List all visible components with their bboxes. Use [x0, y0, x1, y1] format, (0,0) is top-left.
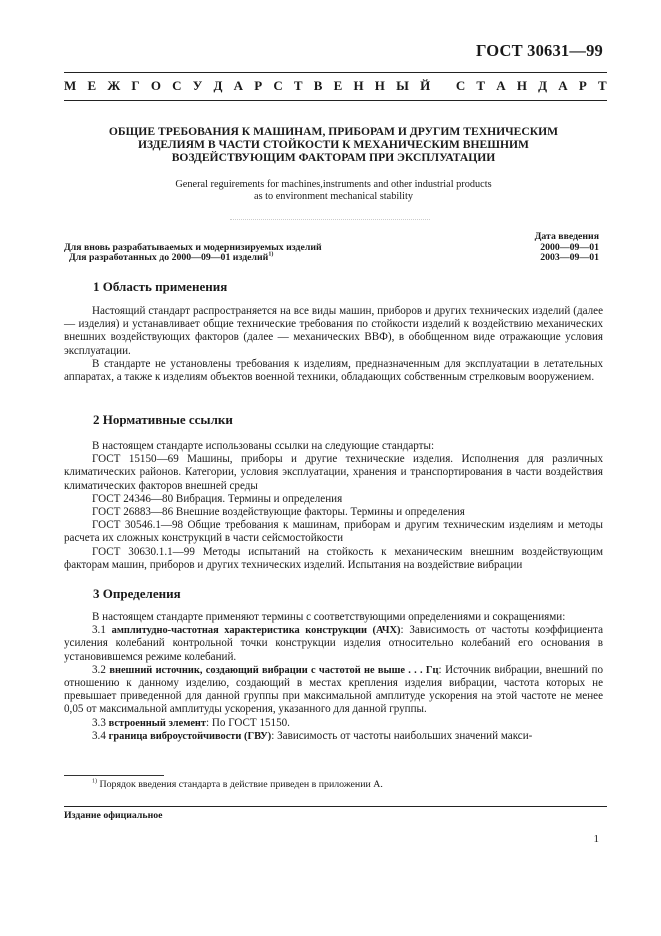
introduction-dates — [64, 232, 599, 264]
intro-row-date: 2003—09—01 — [540, 252, 599, 263]
banner-letter: М — [64, 78, 77, 93]
date-label: Дата введения — [534, 231, 599, 242]
banner-letter: Ы — [396, 78, 409, 93]
definition-text: : По ГОСТ 15150. — [206, 716, 290, 729]
definition-term: внешний источник, создающий вибрации с частотой не выше . . . Гц — [109, 664, 439, 676]
document-title-ru — [70, 125, 597, 164]
title-line: ИЗДЕЛИЯМ В ЧАСТИ СТОЙКОСТИ К МЕХАНИЧЕСКИМ ВНЕШНИМ — [138, 138, 529, 151]
footnote-mark: 1) — [92, 778, 97, 785]
definition-item — [64, 717, 603, 730]
banner-letter: Е — [87, 78, 97, 93]
gost-number: ГОСТ 30631—99 — [475, 41, 603, 60]
document-title-en — [70, 179, 597, 202]
section-heading-definitions: 3 Определения — [93, 586, 181, 601]
banner-letter: Д — [538, 78, 548, 93]
banner-letter: Т — [293, 78, 303, 93]
banner-letter: Е — [333, 78, 343, 93]
banner-letter: Д — [213, 78, 223, 93]
reference-item: ГОСТ 15150—69 Машины, приборы и другие технические изделия. Исполнения для различных климатических районов. Категории, условия эксплуатации, хранения и транспортирования в части воздействия климатических факторов внешней среды — [64, 453, 603, 492]
definition-text: : Зависимость от частоты коэффициента усиления колебаний контрольной точки конструкции изделия относительно колебаний его основания в установившемся режиме колебаний. — [64, 624, 604, 663]
banner-letter: О — [150, 78, 161, 93]
banner-letter: Р — [578, 78, 587, 93]
footnote — [92, 779, 383, 790]
top-rule — [64, 72, 607, 73]
section-scope-body — [64, 305, 603, 384]
section-definitions-body — [64, 611, 603, 743]
footnote-rule — [64, 775, 164, 776]
page-number: 1 — [593, 833, 599, 845]
definition-term: встроенный элемент — [108, 717, 207, 729]
banner-letter: А — [496, 78, 506, 93]
definition-number: 3.1 — [92, 624, 106, 637]
banner-letter: А — [233, 78, 243, 93]
paragraph: В стандарте не установлены требования к изделиям, предназначенным для эксплуатации в летательных аппаратах, а также к изделиям объектов военной техники, обладающих собственным стрелковым вооружением. — [64, 357, 603, 384]
banner-rule — [64, 100, 607, 101]
definition-item — [64, 624, 603, 664]
definition-number: 3.3 — [92, 716, 106, 729]
definition-text: : Источник вибрации, внешний по отношению к данному изделию, создающий в местах крепления изделия вибрации, частота которых не превышает приведенной для данной группы при максимальной амплитуде ускорения на этой частоте не менее 0,05 от максимальной амплитуды ускорения, указанного для данной группы. — [64, 663, 603, 716]
footer-rule — [64, 806, 607, 807]
footnote-text: Порядок введения стандарта в действие приведен в приложении А. — [99, 779, 383, 790]
reference-item: ГОСТ 26883—86 Внешние воздействующие факторы. Термины и определения — [92, 506, 465, 519]
edition-label: Издание официальное — [64, 810, 163, 821]
banner-letter: С — [273, 78, 283, 93]
banner-letter: Т — [476, 78, 486, 93]
reference-item: ГОСТ 24346—80 Вибрация. Термины и определения — [92, 492, 343, 505]
banner-letter: Р — [254, 78, 263, 93]
intro-row-label: Для разработанных до 2000—09—01 изделий — [69, 252, 269, 263]
intro-row-label: Для вновь разрабатываемых и модернизируемых изделий — [64, 241, 322, 253]
intro-row-date: 2000—09—01 — [540, 241, 599, 253]
title-line: ВОЗДЕЙСТВУЮЩИМ ФАКТОРАМ ПРИ ЭКСПЛУАТАЦИИ — [171, 151, 496, 164]
banner-letter: Т — [598, 78, 607, 93]
section-heading-scope: 1 Область применения — [93, 279, 228, 294]
definition-term: граница виброустойчивости (ГВУ) — [108, 730, 272, 742]
paragraph: В настоящем стандарте применяют термины с соответствующими определениями и сокращениями: — [92, 611, 566, 623]
faint-divider — [230, 219, 430, 220]
subtitle-line: as to environment mechanical stability — [254, 190, 413, 202]
definition-item — [64, 664, 603, 717]
definition-number: 3.4 — [92, 729, 106, 742]
banner-letter: С — [172, 78, 182, 93]
paragraph: Настоящий стандарт распространяется на все виды машин, приборов и других технических изделий (далее — изделия) и устанавливает общие технические требования по стойкости изделий к воздействию механических внешних воздействующих факторов (далее — механических ВВФ), в обобщенном виде отражающие условия эксплуатации. — [64, 305, 603, 357]
banner-letter: Н — [353, 78, 364, 93]
subtitle-line: General reguirements for machines,instruments and other industrial products — [175, 179, 492, 190]
paragraph: В настоящем стандарте использованы ссылки на следующие стандарты: — [92, 440, 435, 452]
banner-letter: В — [313, 78, 323, 93]
banner-letter: А — [558, 78, 568, 93]
title-line: ОБЩИЕ ТРЕБОВАНИЯ К МАШИНАМ, ПРИБОРАМ И ДРУГИМ ТЕХНИЧЕСКИМ — [108, 125, 559, 138]
banner-gap — [441, 78, 444, 94]
banner-letter: Г — [131, 78, 140, 93]
section-heading-references: 2 Нормативные ссылки — [93, 412, 233, 427]
definition-term: амплитудно-частотная характеристика конструкции (АЧХ) — [111, 625, 401, 637]
definition-number: 3.2 — [92, 663, 106, 676]
standard-banner — [64, 78, 607, 94]
reference-item: ГОСТ 30630.1.1—99 Методы испытаний на стойкость к механическим внешним воздействующим факторам машин, приборов и других технических изделий. Испытания на воздействие вибрации — [64, 545, 603, 571]
banner-letter: С — [455, 78, 466, 93]
definition-item — [64, 730, 603, 743]
banner-letter: У — [192, 78, 203, 93]
definition-text: : Зависимость от частоты наибольших значений макси- — [271, 729, 533, 742]
banner-letter: Н — [516, 78, 527, 93]
banner-letter: Н — [374, 78, 385, 93]
banner-letter: Й — [420, 78, 431, 93]
footnote-ref: 1) — [268, 251, 274, 258]
banner-letter: Ж — [107, 78, 121, 93]
section-references-body — [64, 440, 603, 572]
reference-item: ГОСТ 30546.1—98 Общие требования к машинам, приборам и другим техническим изделиям и методы расчета их сложных конструкций в части сейсмостойкости — [64, 519, 603, 545]
